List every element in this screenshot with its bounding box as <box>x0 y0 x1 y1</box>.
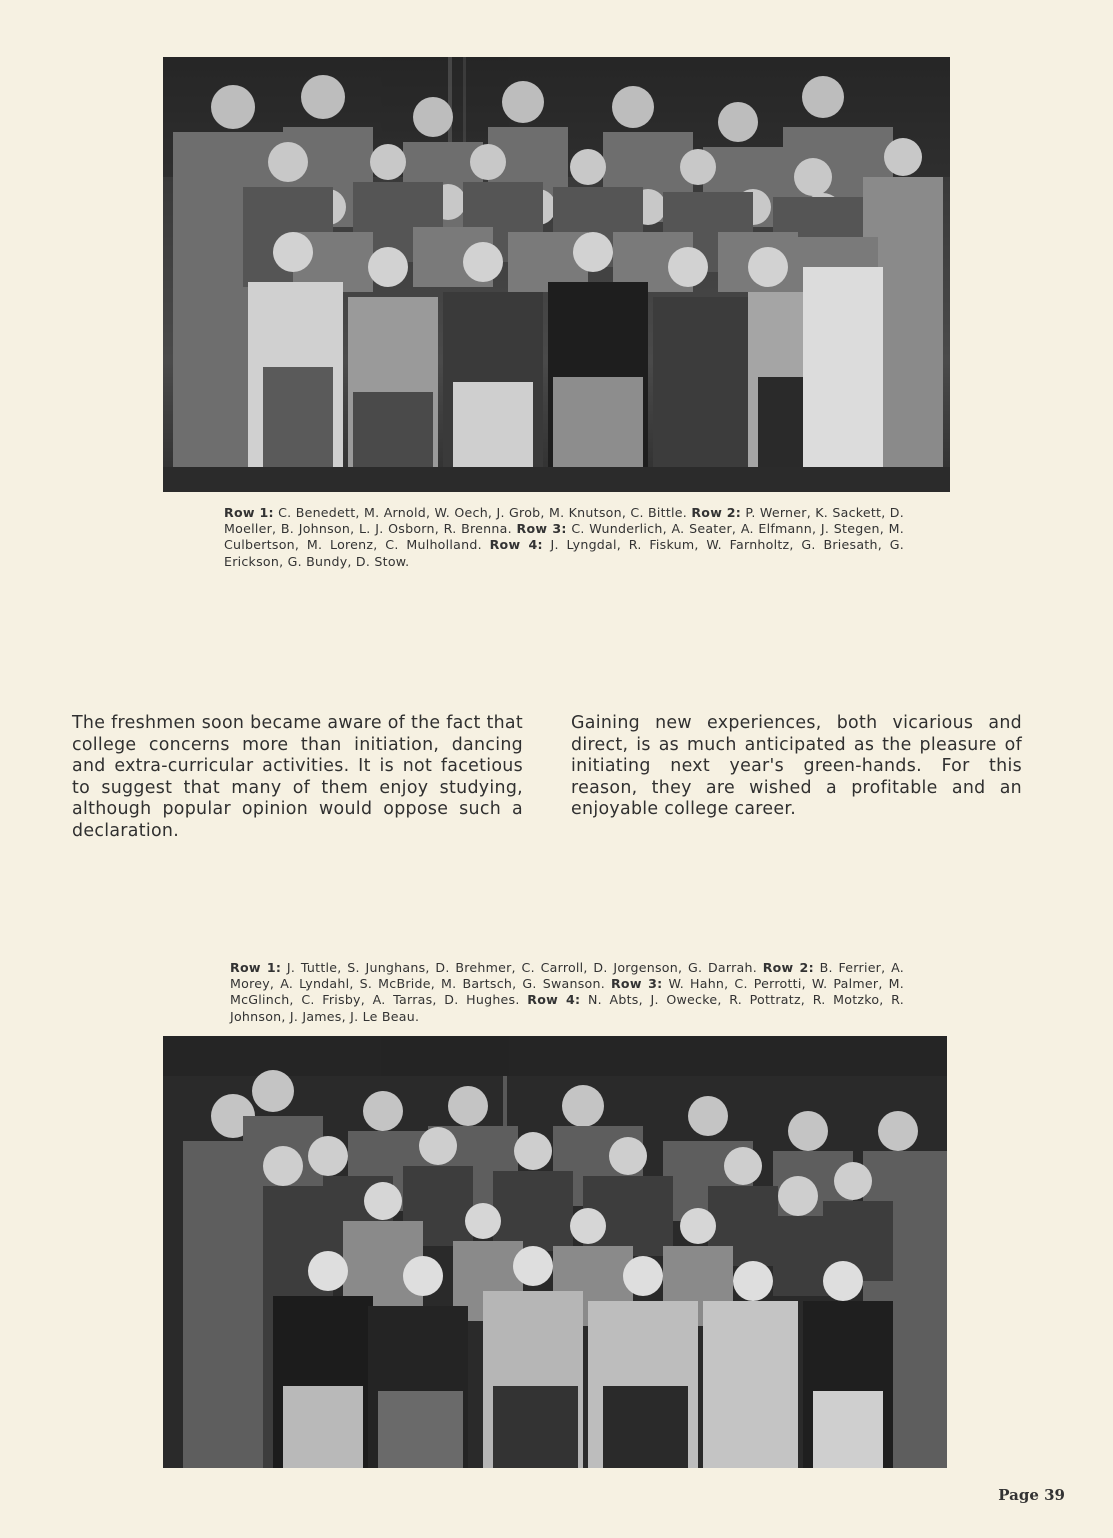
body-text-right: Gaining new experiences, both vicarious and direct, is as much anticipated as the pleasure of initiating next year's green-hands. For this reason, they are wished a profitable and an enjoyable college career. <box>571 713 1022 819</box>
caption-bottom <box>230 960 904 1025</box>
caption-row-names: W. Hahn, C. Perrotti, W. Palmer, M. McGlinch, C. Frisby, A. Tarras, D. Hughes. <box>230 976 904 1008</box>
caption-row-names: J. Tuttle, S. Junghans, D. Brehmer, C. Carroll, D. Jorgenson, G. Darrah. <box>281 960 763 975</box>
group-photo-top <box>163 57 950 492</box>
caption-row-label: Row 3: <box>516 521 567 537</box>
caption-row-names: C. Benedett, M. Arnold, W. Oech, J. Grob, M. Knutson, C. Bittle. <box>273 505 692 520</box>
caption-row-label: Row 2: <box>691 505 742 520</box>
caption-row-names: C. Wunderlich, A. Seater, A. Elfmann, J. Stegen, M. Culbertson, M. Lorenz, C. Mulholland. <box>224 521 904 553</box>
caption-row-label: Row 2: <box>762 960 814 975</box>
body-text-left: The freshmen soon became aware of the fact that college concerns more than initiation, dancing and extra-curricular activities. It is not facetious to suggest that many of them enjoy studying, although popular opinion would oppose such a declaration. <box>72 713 523 841</box>
caption-row-names: P. Werner, K. Sackett, D. Moeller, B. Johnson, L. J. Osborn, R. Brenna. <box>224 505 905 537</box>
caption-top <box>224 505 904 570</box>
group-photo-bottom <box>163 1036 947 1468</box>
caption-row-label: Row 1: <box>230 960 282 975</box>
caption-row-names: N. Abts, J. Owecke, R. Pottratz, R. Motzko, R. Johnson, J. James, J. Le Beau. <box>230 992 904 1024</box>
page-number: Page 39 <box>998 1486 1065 1504</box>
caption-row-names: B. Ferrier, A. Morey, A. Lyndahl, S. McBride, M. Bartsch, G. Swanson. <box>230 960 905 992</box>
caption-row-names: J. Lyngdal, R. Fiskum, W. Farnholtz, G. Briesath, G. Erickson, G. Bundy, D. Stow. <box>224 537 904 569</box>
caption-row-label: Row 1: <box>224 505 274 520</box>
caption-row-label: Row 4: <box>489 537 543 553</box>
caption-row-label: Row 4: <box>527 992 581 1008</box>
caption-row-label: Row 3: <box>610 976 663 992</box>
